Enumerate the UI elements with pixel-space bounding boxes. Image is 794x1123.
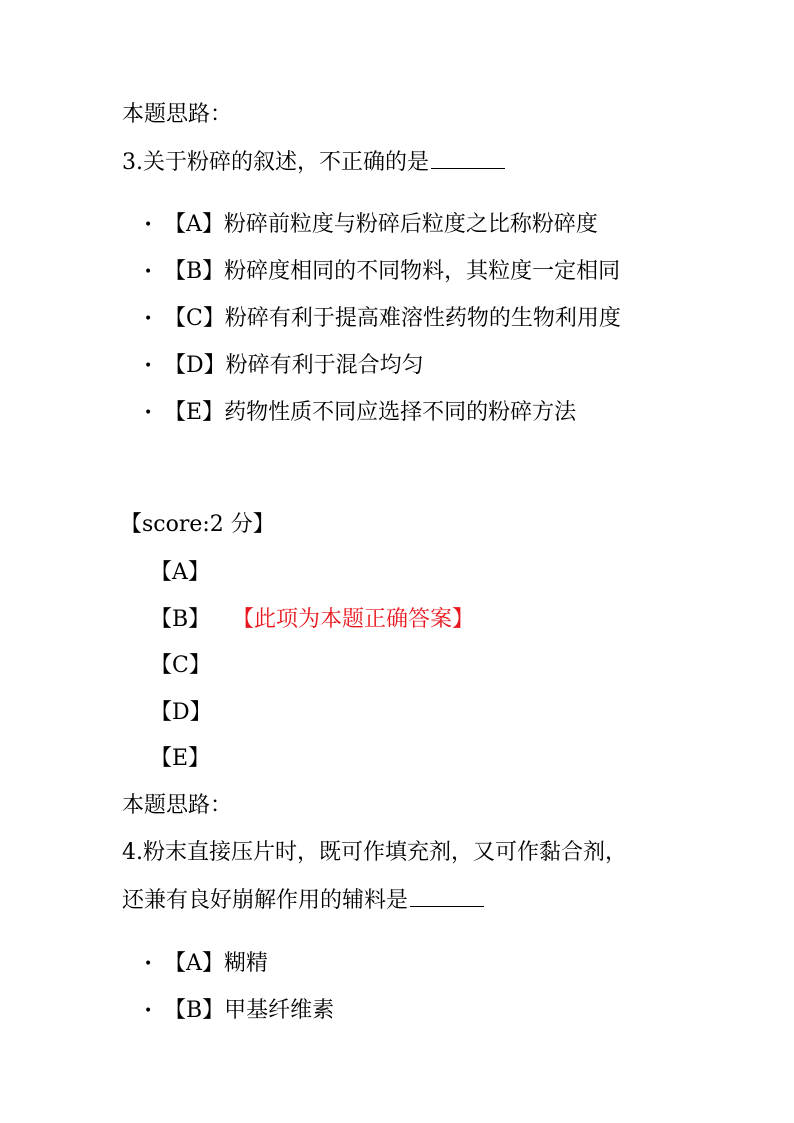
option-label: 【E】: [164, 400, 225, 425]
bullet-icon: •: [144, 311, 153, 327]
question-4-stem-line1: 4.粉末直接压片时，既可作填充剂，又可作黏合剂，: [122, 840, 627, 865]
answer-b: 【B】: [150, 607, 211, 632]
question-3-option-a: [144, 214, 598, 236]
question-3-option-e: [144, 402, 576, 424]
question-4-blank: [410, 888, 484, 907]
answer-d: 【D】: [150, 700, 212, 725]
question-4-option-b: [144, 1000, 334, 1022]
question-3-stem: [122, 150, 505, 174]
option-label: 【C】: [164, 306, 225, 331]
question-3-option-c: [144, 308, 621, 330]
bullet-icon: •: [144, 405, 153, 421]
option-text: 糊精: [223, 951, 268, 976]
option-label: 【B】: [164, 998, 225, 1023]
question-3-option-d: [144, 355, 424, 377]
option-label: 【D】: [164, 353, 226, 378]
question-3-option-b: [144, 261, 620, 283]
bullet-icon: •: [144, 217, 153, 233]
option-label: 【B】: [164, 259, 225, 284]
option-text: 药物性质不同应选择不同的粉碎方法: [224, 400, 577, 425]
answer-e: 【E】: [150, 746, 211, 771]
question-3-blank: [431, 150, 505, 169]
bullet-icon: •: [144, 1003, 153, 1019]
option-label: 【A】: [164, 212, 224, 237]
question-4-option-a: [144, 953, 268, 975]
answer-a: 【A】: [150, 560, 210, 585]
thought-label-bottom: 本题思路：: [122, 793, 233, 818]
option-text: 粉碎度相同的不同物料，其粒度一定相同: [224, 259, 621, 284]
bullet-icon: •: [144, 956, 153, 972]
option-text: 粉碎前粒度与粉碎后粒度之比称粉碎度: [223, 212, 598, 237]
question-4-stem-text: 还兼有良好崩解作用的辅料是: [122, 888, 409, 913]
option-text: 粉碎有利于提高难溶性药物的生物利用度: [224, 306, 621, 331]
option-label: 【A】: [164, 951, 224, 976]
answer-c: 【C】: [150, 653, 211, 678]
score-label: 【score:2 分】: [120, 512, 275, 537]
bullet-icon: •: [144, 358, 153, 374]
correct-answer-mark: 【此项为本题正确答案】: [232, 607, 475, 632]
option-text: 粉碎有利于混合均匀: [225, 353, 424, 378]
question-4-stem-line2: [122, 888, 484, 912]
option-text: 甲基纤维素: [224, 998, 335, 1023]
bullet-icon: •: [144, 264, 153, 280]
thought-label-top: 本题思路：: [122, 102, 233, 127]
question-3-stem-text: 3.关于粉碎的叙述，不正确的是: [122, 150, 429, 175]
